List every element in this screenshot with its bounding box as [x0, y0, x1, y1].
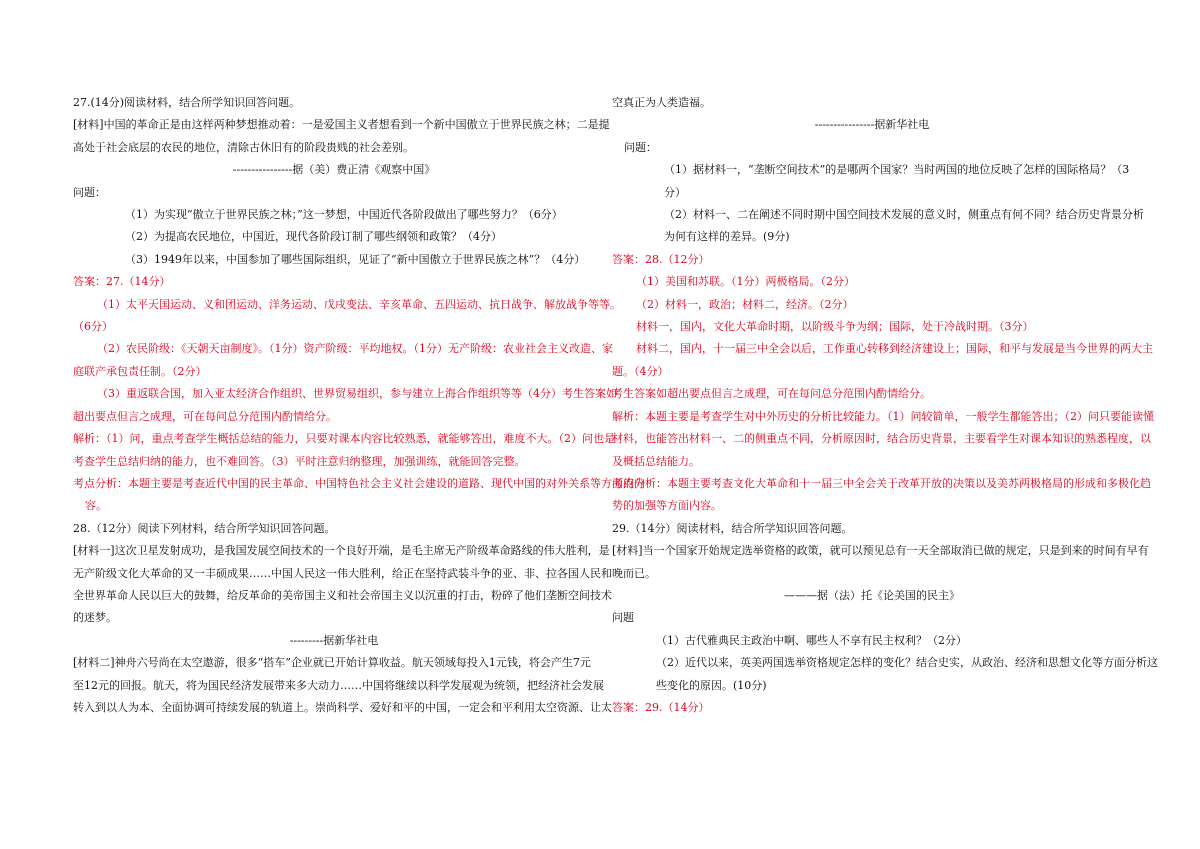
answer-line: （6分） [73, 320, 113, 334]
text-line: 的迷梦。 [73, 611, 117, 625]
answer-line: 超出要点但言之成理，可在每问总分范围内酌情给分。 [73, 409, 337, 423]
answer-line: （2）农民阶级：《天朝天亩制度》。（1分）资产阶级：平均地权。（1分）无产阶级：农业社会主义改造、家 [97, 342, 613, 356]
answer-line: 材料，也能答出材料一、二的侧重点不同，分析原因时，结合历史背景，主要看学生对课本知识的熟悉程度，以 [612, 432, 1151, 446]
text-line: [材料二]神舟六号尚在太空遨游，很多“搭车”企业就已开始计算收益。航天领域每投入1元钱，将会产生7元 [73, 656, 591, 670]
text-line: ----------------据（美）费正清《观察中国》 [232, 163, 436, 177]
answer-line: 势的加强等方面内容。 [612, 499, 722, 513]
text-line: 问题： [73, 185, 106, 199]
answer-line: （1）太平天国运动、义和团运动、洋务运动、戊戌变法、辛亥革命、五四运动、抗日战争、解放战争等等。 [97, 297, 621, 311]
answer-line: 考生答案如超出要点但言之成理，可在每问总分范围内酌情给分。 [612, 387, 931, 401]
text-line: （1）古代雅典民主政治中啊、哪些人不享有民主权利？（2分） [656, 633, 967, 647]
answer-line: 庭联产承包责任制。（2分） [73, 364, 207, 378]
answer-line: 材料一，国内，文化大革命时期，以阶级斗争为纲；国际，处于冷战时期。（3分） [636, 320, 1034, 334]
answer-line: 考点分析：本题主要考查文化大革命和十一届三中全会关于改革开放的决策以及美苏两极格局的形成和多极化趋 [612, 476, 1151, 490]
answer-line: 题。（4分） [612, 364, 669, 378]
text-line: 些变化的原因。(10分) [656, 678, 767, 692]
text-line: （2）为提高农民地位，中国近，现代各阶段订制了哪些纲领和政策？（4分） [125, 230, 502, 244]
text-line: ----------------据新华社电 [814, 118, 930, 132]
text-line: 转入到以人为本、全面协调可持续发展的轨道上。崇尚科学、爱好和平的中国，一定会和平利用太空资源、让太 [73, 700, 612, 714]
answer-line: （2）材料一，政治；材料二，经济。（2分） [636, 297, 854, 311]
answer-line: 解析：本题主要是考查学生对中外历史的分析比较能力。（1）问较简单，一般学生都能答出；（2）问只要能读懂 [612, 409, 1154, 423]
text-line: 29.（14分）阅读材料，结合所学知识回答问题。 [612, 521, 853, 535]
text-line: 无产阶级文化大革命的又一丰硕成果……中国人民这一伟大胜利，给正在坚持武装斗争的亚、非、拉各国人民和 [73, 566, 612, 580]
text-line: [材料一]这次卫星发射成功，是我国发展空间技术的一个良好开端，是毛主席无产阶级革命路线的伟大胜利，是 [73, 544, 610, 558]
answer-line: 及概括总结能力。 [612, 454, 700, 468]
text-line: （2）材料一、二在阐述不同时期中国空间技术发展的意义时，侧重点有何不同？结合历史背景分析 [664, 208, 1144, 222]
text-line: ———据（法）托《论美国的民主》 [784, 588, 960, 602]
answer-line: 答案：28.（12分） [612, 252, 710, 266]
answer-line: （1）美国和苏联。（1分）两极格局。（2分） [636, 275, 855, 289]
text-line: 27.(14分)阅读材料，结合所学知识回答问题。 [73, 96, 301, 109]
text-line: [材料]中国的革命正是由这样两种梦想推动着：一是爱国主义者想看到一个新中国傲立于世界民族之林；二是提 [73, 118, 610, 132]
text-line: 空真正为人类造福。 [612, 96, 711, 109]
text-line: 问题： [624, 140, 657, 154]
answer-line: （3）重返联合国，加入亚太经济合作组织、世界贸易组织，参与建立上海合作组织等等（4分）考生答案如 [97, 387, 617, 401]
text-line: （3）1949年以来，中国参加了哪些国际组织，见证了“新中国傲立于世界民族之林”？（4分） [125, 252, 586, 266]
text-line: 问题 [612, 611, 634, 625]
text-line: 28.（12分）阅读下列材料，结合所学知识回答问题。 [73, 521, 336, 535]
answer-line: 考查学生总结归纳的能力，也不难回答。（3）平时注意归纳整理，加强训练，就能回答完整。 [73, 454, 526, 468]
text-line: （1）为实现“傲立于世界民族之林；”这一梦想，中国近代各阶段做出了哪些努力？（6分） [125, 208, 563, 222]
answer-line: 考点分析：本题主要是考查近代中国的民主革命、中国特色社会主义社会建设的道路、现代中国的对外关系等方面的内 [73, 476, 645, 490]
answer-line: 材料二，国内，十一届三中全会以后，工作重心转移到经济建设上；国际，和平与发展是当今世界的两大主 [636, 342, 1153, 356]
text-line: 全世界革命人民以巨大的鼓舞，给反革命的美帝国主义和社会帝国主义以沉重的打击，粉碎了他们垄断空间技术 [73, 588, 612, 602]
text-line: （2）近代以来，英美两国选举资格规定怎样的变化？结合史实，从政治、经济和思想文化等方面分析这 [656, 656, 1158, 670]
text-line: 晚而已。 [612, 566, 656, 580]
answer-line: 解析：（1）问，重点考查学生概括总结的能力，只要对课本内容比较熟悉，就能够答出，难度不大。（2）问也是 [73, 432, 615, 446]
text-line: 分） [664, 185, 686, 199]
text-line: 高处于社会底层的农民的地位，清除古休旧有的阶段贵贱的社会差别。 [73, 140, 414, 154]
text-line: （1）据材料一，“垄断空间技术”的是哪两个国家？当时两国的地位反映了怎样的国际格局？（3 [664, 163, 1130, 177]
text-line: [材料]当一个国家开始规定选举资格的政策，就可以预见总有一天全部取消已做的规定，只是到来的时间有早有 [612, 544, 1149, 558]
text-line: 至12元的回报。航天，将为国民经济发展带来多大动力……中国将继续以科学发展观为统领，把经济社会发展 [73, 678, 604, 692]
right-column [612, 92, 1158, 719]
text-line: 为何有这样的差异。(9分) [664, 230, 790, 244]
answer-line: 答案：27.（14分） [73, 275, 171, 289]
text-line: ---------据新华社电 [289, 633, 379, 647]
answer-line: 答案：29.（14分） [612, 700, 710, 714]
answer-line: 容。 [85, 499, 107, 513]
